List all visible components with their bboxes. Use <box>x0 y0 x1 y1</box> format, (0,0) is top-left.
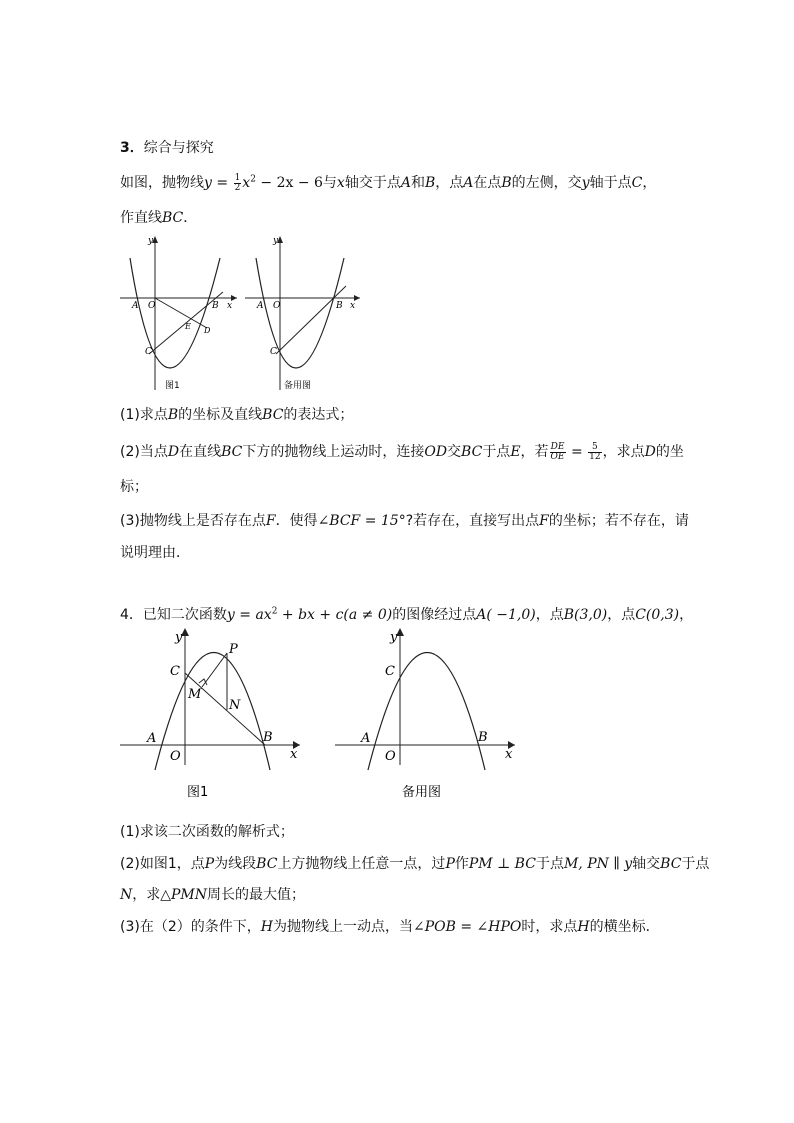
q4-part3 <box>120 916 660 936</box>
text: ，点 <box>535 607 564 623</box>
q4-part2-line1 <box>120 853 709 873</box>
text: 于点 <box>681 856 710 872</box>
text: 与 <box>322 175 337 191</box>
text: 的坐 <box>655 444 684 460</box>
text: 的横坐标． <box>589 919 660 935</box>
q3-figure-1 <box>115 230 240 395</box>
math: BC <box>660 856 682 872</box>
label-a: A <box>361 731 371 746</box>
q3-part2-line2 <box>120 476 148 496</box>
math: ∠BCF = 15° <box>317 513 406 529</box>
label-d: D <box>204 326 211 335</box>
label-x: x <box>350 301 356 311</box>
fig-caption: 备用图 <box>284 381 312 391</box>
text: ． <box>183 210 198 226</box>
fig-caption: 备用图 <box>402 785 442 800</box>
math: H <box>577 919 590 935</box>
math: B(3,0) <box>563 607 608 623</box>
text: ， <box>642 175 657 191</box>
text: 于点 <box>535 856 564 872</box>
segment-od <box>155 298 207 328</box>
label-a: A <box>132 301 139 311</box>
text: ， <box>679 607 694 623</box>
q4-intro <box>120 604 693 624</box>
q4-part2-line2 <box>120 884 305 904</box>
math: B <box>424 175 436 191</box>
label-a: A <box>257 301 264 311</box>
math: BC <box>256 856 278 872</box>
text: 轴于点 <box>589 175 632 191</box>
label-x: x <box>227 301 233 311</box>
text: 的坐标；若不存在，请 <box>548 513 689 529</box>
q3-part3-line1 <box>120 510 689 530</box>
text: 上方抛物线上任意一点，过 <box>277 856 446 872</box>
label-x: x <box>290 747 298 762</box>
label-e: E <box>185 322 191 331</box>
q3-intro-line1 <box>120 172 656 193</box>
text: 4．已知二次函数 <box>120 607 227 623</box>
math: C(0,3) <box>635 607 680 623</box>
text: (3)在（2）的条件下， <box>120 919 261 935</box>
label-o: O <box>148 301 156 311</box>
math: B <box>501 175 512 191</box>
math: OD <box>424 444 448 460</box>
text: 如图，抛物线 <box>120 175 204 191</box>
frac-num: 1 <box>234 172 241 183</box>
math: BC <box>262 407 284 423</box>
math: A( −1,0) <box>476 607 536 623</box>
parabola <box>130 258 220 368</box>
math: = <box>211 175 233 191</box>
label-y: y <box>148 236 154 246</box>
label-y: y <box>273 236 279 246</box>
text: 下方的抛物线上运动时，连接 <box>242 444 425 460</box>
q3-part3-line2 <box>120 542 190 562</box>
math: E <box>510 444 521 460</box>
math: D <box>644 444 656 460</box>
fig-caption: 图1 <box>165 381 180 391</box>
math: y <box>581 175 590 191</box>
text: ，求点 <box>602 444 645 460</box>
math: M <box>563 856 579 872</box>
line-bc <box>276 286 346 354</box>
math: y <box>204 175 212 191</box>
text: 为线段 <box>214 856 257 872</box>
math: B <box>167 407 179 423</box>
math: BC <box>221 444 243 460</box>
text: (3)抛物线上是否存在点 <box>120 513 266 529</box>
fig-caption: 图1 <box>187 785 209 800</box>
text: 交 <box>447 444 462 460</box>
text: 轴交于点 <box>344 175 401 191</box>
math: A <box>400 175 411 191</box>
q4-figure-1 <box>115 625 315 805</box>
text: 的坐标及直线 <box>178 407 263 423</box>
math: y = ax <box>226 607 272 623</box>
text: 时，求点 <box>521 919 578 935</box>
q3-intro-line2 <box>120 207 197 227</box>
fraction-half <box>234 174 242 193</box>
fraction-de-oe <box>550 443 566 462</box>
math: x <box>242 175 251 191</box>
label-c: C <box>270 347 277 357</box>
math: x <box>336 175 345 191</box>
label-o: O <box>273 301 281 311</box>
text: 的表达式； <box>283 407 354 423</box>
text: 于点 <box>482 444 511 460</box>
math: P <box>204 856 215 872</box>
label-p: P <box>229 642 238 657</box>
text: (2)当点 <box>120 444 168 460</box>
math: P <box>445 856 455 872</box>
text: ，点 <box>607 607 636 623</box>
text: 周长的最大值； <box>207 887 306 903</box>
frac-den: 12 <box>589 451 601 462</box>
text: 为抛物线上一动点，当 <box>272 919 413 935</box>
q3-number: 3． <box>120 140 144 156</box>
math: PN ∥ y <box>587 856 633 872</box>
text: (2)如图1，点 <box>120 856 205 872</box>
exponent: 2 <box>271 606 278 617</box>
label-b: B <box>478 730 488 745</box>
math: F <box>265 513 276 529</box>
math: D <box>167 444 180 460</box>
label-x: x <box>505 747 513 762</box>
q3-figure-2 <box>240 230 365 395</box>
label-n: N <box>229 698 241 713</box>
math: F <box>539 513 549 529</box>
frac-num: 5 <box>588 443 601 453</box>
text: 标； <box>120 479 148 495</box>
math: = <box>566 444 588 460</box>
label-b: B <box>212 301 219 311</box>
label-c: C <box>170 664 180 679</box>
math: C <box>631 175 643 191</box>
text: (1)求点 <box>120 407 168 423</box>
text: 轴交 <box>632 856 661 872</box>
text: 在点 <box>473 175 502 191</box>
text: 和 <box>410 175 425 191</box>
label-c: C <box>145 347 152 357</box>
frac-den: 2 <box>234 182 241 193</box>
frac-den: OE <box>550 451 565 462</box>
text: ，求 <box>132 887 161 903</box>
math: N <box>120 887 133 903</box>
q3-part2-line1 <box>120 441 684 462</box>
math: H <box>260 919 273 935</box>
text: ?若存在，直接写出点 <box>405 513 540 529</box>
math: + bx + c(a ≠ 0) <box>277 607 393 623</box>
math: BC <box>461 444 483 460</box>
text: 在直线 <box>179 444 222 460</box>
text: 的图像经过点 <box>392 607 477 623</box>
q3-title: 综合与探究 <box>143 140 214 156</box>
q4-figure-2 <box>330 625 525 805</box>
label-b: B <box>263 730 273 745</box>
math: ∠POB = ∠HPO <box>412 919 522 935</box>
label-a: A <box>147 731 157 746</box>
q4-part1 <box>120 821 294 841</box>
text: ，若 <box>520 444 549 460</box>
text: ，点 <box>435 175 464 191</box>
math: △PMN <box>160 887 208 903</box>
text: 作 <box>454 856 469 872</box>
math: − 2x − 6 <box>255 175 323 191</box>
text: (1)求该二次函数的解析式； <box>120 824 294 840</box>
right-angle-mark <box>199 679 207 685</box>
text: 的左侧，交 <box>511 175 582 191</box>
text: ．使得 <box>275 513 318 529</box>
label-o: O <box>170 749 181 764</box>
label-c: C <box>385 664 395 679</box>
label-b: B <box>336 301 343 311</box>
label-y: y <box>175 630 183 645</box>
math: BC <box>162 210 184 226</box>
q3-part1 <box>120 404 353 424</box>
fraction-5-12 <box>588 443 601 462</box>
math: A <box>463 175 474 191</box>
label-o: O <box>385 749 396 764</box>
math: , <box>578 856 588 872</box>
text: 作直线 <box>120 210 162 226</box>
label-y: y <box>390 630 398 645</box>
frac-num: DE <box>550 441 565 452</box>
math: PM ⊥ BC <box>468 856 536 872</box>
q3-heading <box>120 137 214 157</box>
label-m: M <box>188 687 202 702</box>
text: 说明理由． <box>120 545 190 561</box>
exponent: 2 <box>250 174 256 185</box>
